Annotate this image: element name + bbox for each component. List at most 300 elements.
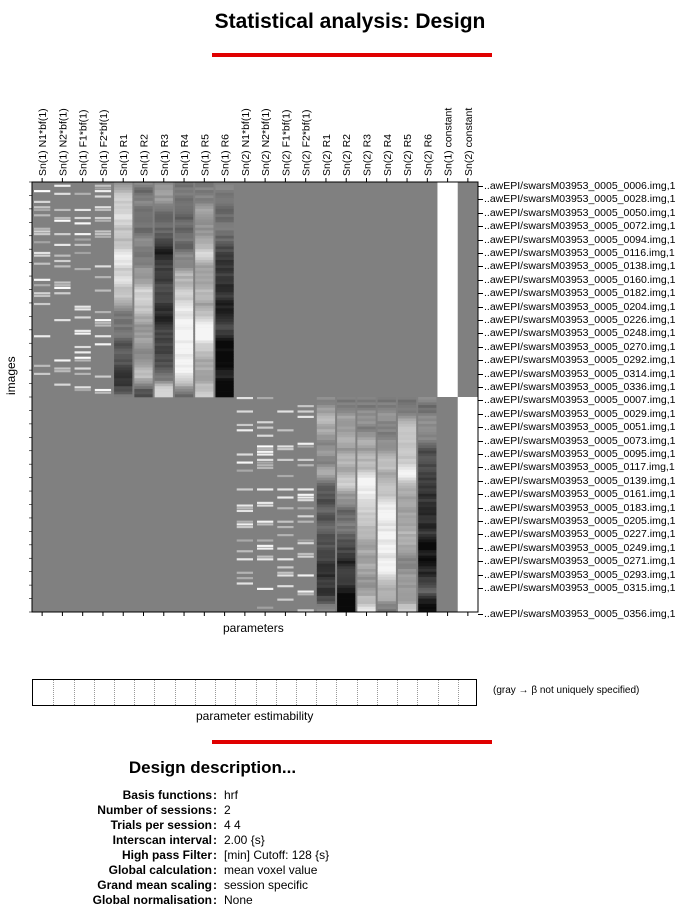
motion-regressor-row	[114, 220, 132, 223]
motion-regressor-row	[418, 604, 436, 607]
regressor-event	[34, 284, 50, 286]
motion-regressor-row	[357, 486, 375, 489]
column-label: Sn(1) R2	[138, 133, 151, 176]
motion-regressor-row	[418, 459, 436, 462]
image-tick	[478, 400, 483, 401]
motion-regressor-row	[175, 359, 193, 362]
motion-regressor-row	[357, 491, 375, 494]
motion-regressor-row	[175, 322, 193, 325]
regressor-event	[298, 539, 314, 541]
motion-regressor-row	[134, 384, 152, 387]
motion-regressor-row	[215, 389, 233, 392]
motion-regressor-row	[337, 462, 355, 465]
motion-regressor-row	[317, 526, 335, 529]
matrix-column	[418, 397, 436, 612]
motion-regressor-row	[378, 515, 396, 518]
motion-regressor-row	[155, 367, 173, 370]
motion-regressor-row	[175, 362, 193, 365]
motion-regressor-row	[418, 402, 436, 405]
motion-regressor-row	[398, 405, 416, 408]
motion-regressor-row	[215, 341, 233, 344]
motion-regressor-row	[317, 494, 335, 497]
motion-regressor-row	[215, 351, 233, 354]
motion-regressor-row	[215, 359, 233, 362]
motion-regressor-row	[195, 268, 213, 271]
motion-regressor-row	[418, 564, 436, 567]
motion-regressor-row	[114, 335, 132, 338]
motion-regressor-row	[337, 574, 355, 577]
image-tick	[478, 280, 483, 281]
motion-regressor-row	[175, 281, 193, 284]
motion-regressor-row	[195, 322, 213, 325]
motion-regressor-row	[398, 553, 416, 556]
motion-regressor-row	[337, 470, 355, 473]
motion-regressor-row	[155, 187, 173, 190]
motion-regressor-row	[155, 298, 173, 301]
regressor-event	[34, 233, 50, 235]
motion-regressor-row	[215, 185, 233, 188]
motion-regressor-row	[215, 198, 233, 201]
motion-regressor-row	[175, 308, 193, 311]
image-tick	[478, 467, 483, 468]
motion-regressor-row	[175, 204, 193, 207]
motion-regressor-row	[195, 308, 213, 311]
motion-regressor-row	[175, 349, 193, 352]
motion-regressor-row	[337, 400, 355, 403]
motion-regressor-row	[155, 381, 173, 384]
motion-regressor-row	[195, 206, 213, 209]
motion-regressor-row	[195, 241, 213, 244]
motion-regressor-row	[337, 421, 355, 424]
motion-regressor-row	[398, 518, 416, 521]
matrix-column	[195, 182, 213, 397]
motion-regressor-row	[317, 561, 335, 564]
motion-regressor-row	[195, 281, 213, 284]
regressor-event	[34, 230, 50, 232]
motion-regressor-row	[418, 582, 436, 585]
regressor-event	[75, 233, 91, 235]
regressor-event	[34, 209, 50, 211]
motion-regressor-row	[155, 271, 173, 274]
motion-regressor-row	[195, 228, 213, 231]
motion-regressor-row	[215, 394, 233, 397]
motion-regressor-row	[398, 435, 416, 438]
regressor-event	[277, 429, 293, 431]
motion-regressor-row	[134, 354, 152, 357]
motion-regressor-row	[215, 206, 233, 209]
motion-regressor-row	[195, 324, 213, 327]
motion-regressor-row	[215, 319, 233, 322]
regressor-event	[298, 521, 314, 523]
motion-regressor-row	[134, 279, 152, 282]
image-label: ..awEPI/swarsM03953_0005_0117.img,1	[484, 461, 675, 474]
description-row	[40, 878, 329, 893]
motion-regressor-row	[357, 558, 375, 561]
motion-regressor-row	[317, 427, 335, 430]
motion-regressor-row	[114, 287, 132, 290]
motion-regressor-row	[357, 410, 375, 413]
motion-regressor-row	[195, 365, 213, 368]
motion-regressor-row	[114, 198, 132, 201]
design-description-table	[40, 788, 329, 908]
motion-regressor-row	[337, 582, 355, 585]
motion-regressor-row	[134, 365, 152, 368]
motion-regressor-row	[155, 300, 173, 303]
motion-regressor-row	[134, 249, 152, 252]
motion-regressor-row	[175, 228, 193, 231]
description-separator: :	[213, 893, 217, 907]
motion-regressor-row	[418, 542, 436, 545]
estimability-cell-divider	[276, 680, 277, 705]
motion-regressor-row	[195, 290, 213, 293]
page-title: Statistical analysis: Design	[214, 10, 486, 33]
column-label: Sn(2) N1*bf(1)	[239, 108, 252, 176]
motion-regressor-row	[378, 427, 396, 430]
motion-regressor-row	[317, 402, 335, 405]
motion-regressor-row	[134, 185, 152, 188]
motion-regressor-row	[337, 448, 355, 451]
motion-regressor-row	[155, 357, 173, 360]
estimability-cell-divider	[377, 680, 378, 705]
motion-regressor-row	[357, 470, 375, 473]
motion-regressor-row	[337, 507, 355, 510]
description-row	[40, 818, 329, 833]
motion-regressor-row	[175, 220, 193, 223]
motion-regressor-row	[378, 491, 396, 494]
regressor-event	[298, 591, 314, 593]
image-label: ..awEPI/swarsM03953_0005_0205.img,1	[484, 515, 676, 527]
motion-regressor-row	[378, 437, 396, 440]
motion-regressor-row	[378, 574, 396, 577]
motion-regressor-row	[398, 542, 416, 545]
motion-regressor-row	[398, 410, 416, 413]
motion-regressor-row	[378, 410, 396, 413]
motion-regressor-row	[114, 238, 132, 241]
motion-regressor-row	[134, 346, 152, 349]
motion-regressor-row	[357, 515, 375, 518]
motion-regressor-row	[418, 556, 436, 559]
motion-regressor-row	[398, 413, 416, 416]
motion-regressor-row	[378, 443, 396, 446]
column-label: Sn(1) N1*bf(1)	[37, 108, 50, 176]
motion-regressor-row	[418, 486, 436, 489]
regressor-event	[298, 593, 314, 595]
motion-regressor-row	[175, 300, 193, 303]
motion-regressor-row	[114, 244, 132, 247]
regressor-event	[257, 467, 273, 469]
regressor-event	[277, 574, 293, 576]
motion-regressor-row	[175, 225, 193, 228]
motion-regressor-row	[357, 451, 375, 454]
motion-regressor-row	[398, 467, 416, 470]
regressor-event	[277, 521, 293, 523]
motion-regressor-row	[114, 190, 132, 193]
motion-regressor-row	[134, 343, 152, 346]
motion-regressor-row	[357, 550, 375, 553]
motion-regressor-row	[378, 440, 396, 443]
motion-regressor-row	[317, 424, 335, 427]
motion-regressor-row	[155, 201, 173, 204]
estimability-label: parameter estimability	[196, 709, 314, 723]
motion-regressor-row	[155, 359, 173, 362]
motion-regressor-row	[398, 591, 416, 594]
motion-regressor-row	[215, 381, 233, 384]
regressor-event	[257, 421, 273, 423]
motion-regressor-row	[215, 362, 233, 365]
estimability-cell-divider	[154, 680, 155, 705]
motion-regressor-row	[215, 257, 233, 260]
motion-regressor-row	[337, 410, 355, 413]
motion-regressor-row	[357, 526, 375, 529]
motion-regressor-row	[134, 244, 152, 247]
motion-regressor-row	[155, 241, 173, 244]
regressor-event	[75, 252, 91, 254]
motion-regressor-row	[418, 553, 436, 556]
motion-regressor-row	[175, 263, 193, 266]
motion-regressor-row	[317, 443, 335, 446]
motion-regressor-row	[357, 566, 375, 569]
motion-regressor-row	[195, 333, 213, 336]
image-label: ..awEPI/swarsM03953_0005_0293.img,1	[484, 568, 676, 581]
motion-regressor-row	[378, 607, 396, 610]
motion-regressor-row	[398, 558, 416, 561]
motion-regressor-row	[134, 290, 152, 293]
motion-regressor-row	[175, 233, 193, 236]
motion-regressor-row	[357, 505, 375, 508]
regressor-event	[75, 346, 91, 348]
motion-regressor-row	[195, 244, 213, 247]
motion-regressor-row	[215, 287, 233, 290]
regressor-event	[237, 453, 253, 455]
regressor-event	[257, 488, 273, 490]
motion-regressor-row	[357, 537, 375, 540]
motion-regressor-row	[378, 553, 396, 556]
column-label: Sn(2) F1*bf(1)	[280, 109, 293, 176]
estimability-cell-divider	[53, 680, 54, 705]
motion-regressor-row	[337, 572, 355, 575]
motion-regressor-row	[215, 327, 233, 330]
regressor-event	[95, 335, 111, 337]
motion-regressor-row	[134, 306, 152, 309]
motion-regressor-row	[155, 384, 173, 387]
motion-regressor-row	[337, 523, 355, 526]
motion-regressor-row	[155, 378, 173, 381]
motion-regressor-row	[175, 343, 193, 346]
regressor-event	[298, 416, 314, 418]
motion-regressor-row	[317, 510, 335, 513]
motion-regressor-row	[215, 392, 233, 395]
regressor-event	[75, 209, 91, 211]
motion-regressor-row	[418, 577, 436, 580]
description-separator: :	[213, 833, 217, 847]
motion-regressor-row	[378, 445, 396, 448]
motion-regressor-row	[175, 273, 193, 276]
motion-regressor-row	[357, 402, 375, 405]
regressor-event	[54, 359, 70, 361]
motion-regressor-row	[195, 378, 213, 381]
motion-regressor-row	[357, 539, 375, 542]
motion-regressor-row	[317, 429, 335, 432]
motion-regressor-row	[378, 462, 396, 465]
regressor-event	[75, 244, 91, 246]
motion-regressor-row	[195, 373, 213, 376]
regressor-event	[257, 445, 273, 447]
motion-regressor-row	[215, 314, 233, 317]
motion-regressor-row	[317, 435, 335, 438]
motion-regressor-row	[195, 316, 213, 319]
motion-regressor-row	[337, 591, 355, 594]
motion-regressor-row	[114, 384, 132, 387]
motion-regressor-row	[398, 462, 416, 465]
description-key: Grand mean scaling	[97, 878, 212, 892]
motion-regressor-row	[114, 316, 132, 319]
motion-regressor-row	[114, 271, 132, 274]
motion-regressor-row	[378, 505, 396, 508]
motion-regressor-row	[134, 271, 152, 274]
motion-regressor-row	[317, 413, 335, 416]
motion-regressor-row	[317, 405, 335, 408]
section-divider	[212, 740, 492, 744]
motion-regressor-row	[317, 582, 335, 585]
motion-regressor-row	[215, 316, 233, 319]
regressor-event	[257, 588, 273, 590]
description-row	[40, 863, 329, 878]
regressor-event	[298, 494, 314, 496]
motion-regressor-row	[418, 507, 436, 510]
description-row	[40, 833, 329, 848]
regressor-event	[75, 217, 91, 219]
regressor-event	[54, 217, 70, 219]
image-label: ..awEPI/swarsM03953_0005_0182.img,1	[484, 287, 676, 300]
motion-regressor-row	[317, 601, 335, 604]
motion-regressor-row	[337, 472, 355, 475]
motion-regressor-row	[418, 432, 436, 435]
motion-regressor-row	[398, 580, 416, 583]
motion-regressor-row	[398, 550, 416, 553]
regressor-event	[257, 462, 273, 464]
motion-regressor-row	[134, 386, 152, 389]
motion-regressor-row	[175, 292, 193, 295]
motion-regressor-row	[155, 263, 173, 266]
motion-regressor-row	[215, 281, 233, 284]
regressor-event	[277, 558, 293, 560]
motion-regressor-row	[155, 386, 173, 389]
regressor-event	[277, 459, 293, 461]
motion-regressor-row	[378, 419, 396, 422]
motion-regressor-row	[418, 472, 436, 475]
motion-regressor-row	[134, 300, 152, 303]
regressor-event	[237, 582, 253, 584]
motion-regressor-row	[357, 453, 375, 456]
description-separator: :	[213, 803, 217, 817]
motion-regressor-row	[155, 287, 173, 290]
regressor-event	[298, 515, 314, 517]
motion-regressor-row	[418, 505, 436, 508]
motion-regressor-row	[337, 488, 355, 491]
motion-regressor-row	[134, 394, 152, 397]
motion-regressor-row	[418, 534, 436, 537]
motion-regressor-row	[378, 593, 396, 596]
motion-regressor-row	[215, 338, 233, 341]
image-tick	[478, 320, 483, 321]
regressor-event	[237, 572, 253, 574]
motion-regressor-row	[337, 545, 355, 548]
motion-regressor-row	[418, 440, 436, 443]
motion-regressor-row	[114, 295, 132, 298]
motion-regressor-row	[378, 537, 396, 540]
motion-regressor-row	[195, 195, 213, 198]
motion-regressor-row	[357, 408, 375, 411]
motion-regressor-row	[357, 588, 375, 591]
motion-regressor-row	[418, 397, 436, 400]
regressor-event	[277, 526, 293, 528]
motion-regressor-row	[337, 599, 355, 602]
motion-regressor-row	[195, 263, 213, 266]
motion-regressor-row	[398, 574, 416, 577]
estimability-cell-divider	[74, 680, 75, 705]
motion-regressor-row	[317, 464, 335, 467]
description-row	[40, 893, 329, 908]
motion-regressor-row	[418, 462, 436, 465]
regressor-event	[257, 548, 273, 550]
motion-regressor-row	[398, 526, 416, 529]
motion-regressor-row	[418, 588, 436, 591]
matrix-column	[337, 397, 355, 612]
motion-regressor-row	[175, 335, 193, 338]
motion-regressor-row	[418, 475, 436, 478]
motion-regressor-row	[357, 405, 375, 408]
regressor-event	[237, 526, 253, 528]
regressor-event	[95, 389, 111, 391]
motion-regressor-row	[175, 241, 193, 244]
motion-regressor-row	[175, 187, 193, 190]
image-tick	[478, 347, 483, 348]
motion-regressor-row	[337, 459, 355, 462]
motion-regressor-row	[378, 564, 396, 567]
motion-regressor-row	[175, 244, 193, 247]
motion-regressor-row	[378, 572, 396, 575]
motion-regressor-row	[357, 534, 375, 537]
motion-regressor-row	[357, 494, 375, 497]
description-value: [min] Cutoff: 128 {s}	[224, 848, 330, 862]
motion-regressor-row	[418, 448, 436, 451]
motion-regressor-row	[195, 384, 213, 387]
motion-regressor-row	[317, 513, 335, 516]
motion-regressor-row	[418, 467, 436, 470]
motion-regressor-row	[357, 561, 375, 564]
regressor-event	[298, 556, 314, 558]
motion-regressor-row	[337, 526, 355, 529]
motion-regressor-row	[155, 217, 173, 220]
regressor-event	[237, 410, 253, 412]
motion-regressor-row	[155, 209, 173, 212]
motion-regressor-row	[337, 566, 355, 569]
regressor-event	[237, 521, 253, 523]
motion-regressor-row	[357, 435, 375, 438]
motion-regressor-row	[215, 271, 233, 274]
motion-regressor-row	[134, 319, 152, 322]
motion-regressor-row	[398, 510, 416, 513]
motion-regressor-row	[337, 413, 355, 416]
motion-regressor-row	[337, 486, 355, 489]
motion-regressor-row	[357, 601, 375, 604]
motion-regressor-row	[418, 488, 436, 491]
motion-regressor-row	[317, 408, 335, 411]
motion-regressor-row	[418, 566, 436, 569]
estimability-cell-divider	[417, 680, 418, 705]
image-tick	[478, 387, 483, 388]
motion-regressor-row	[134, 195, 152, 198]
